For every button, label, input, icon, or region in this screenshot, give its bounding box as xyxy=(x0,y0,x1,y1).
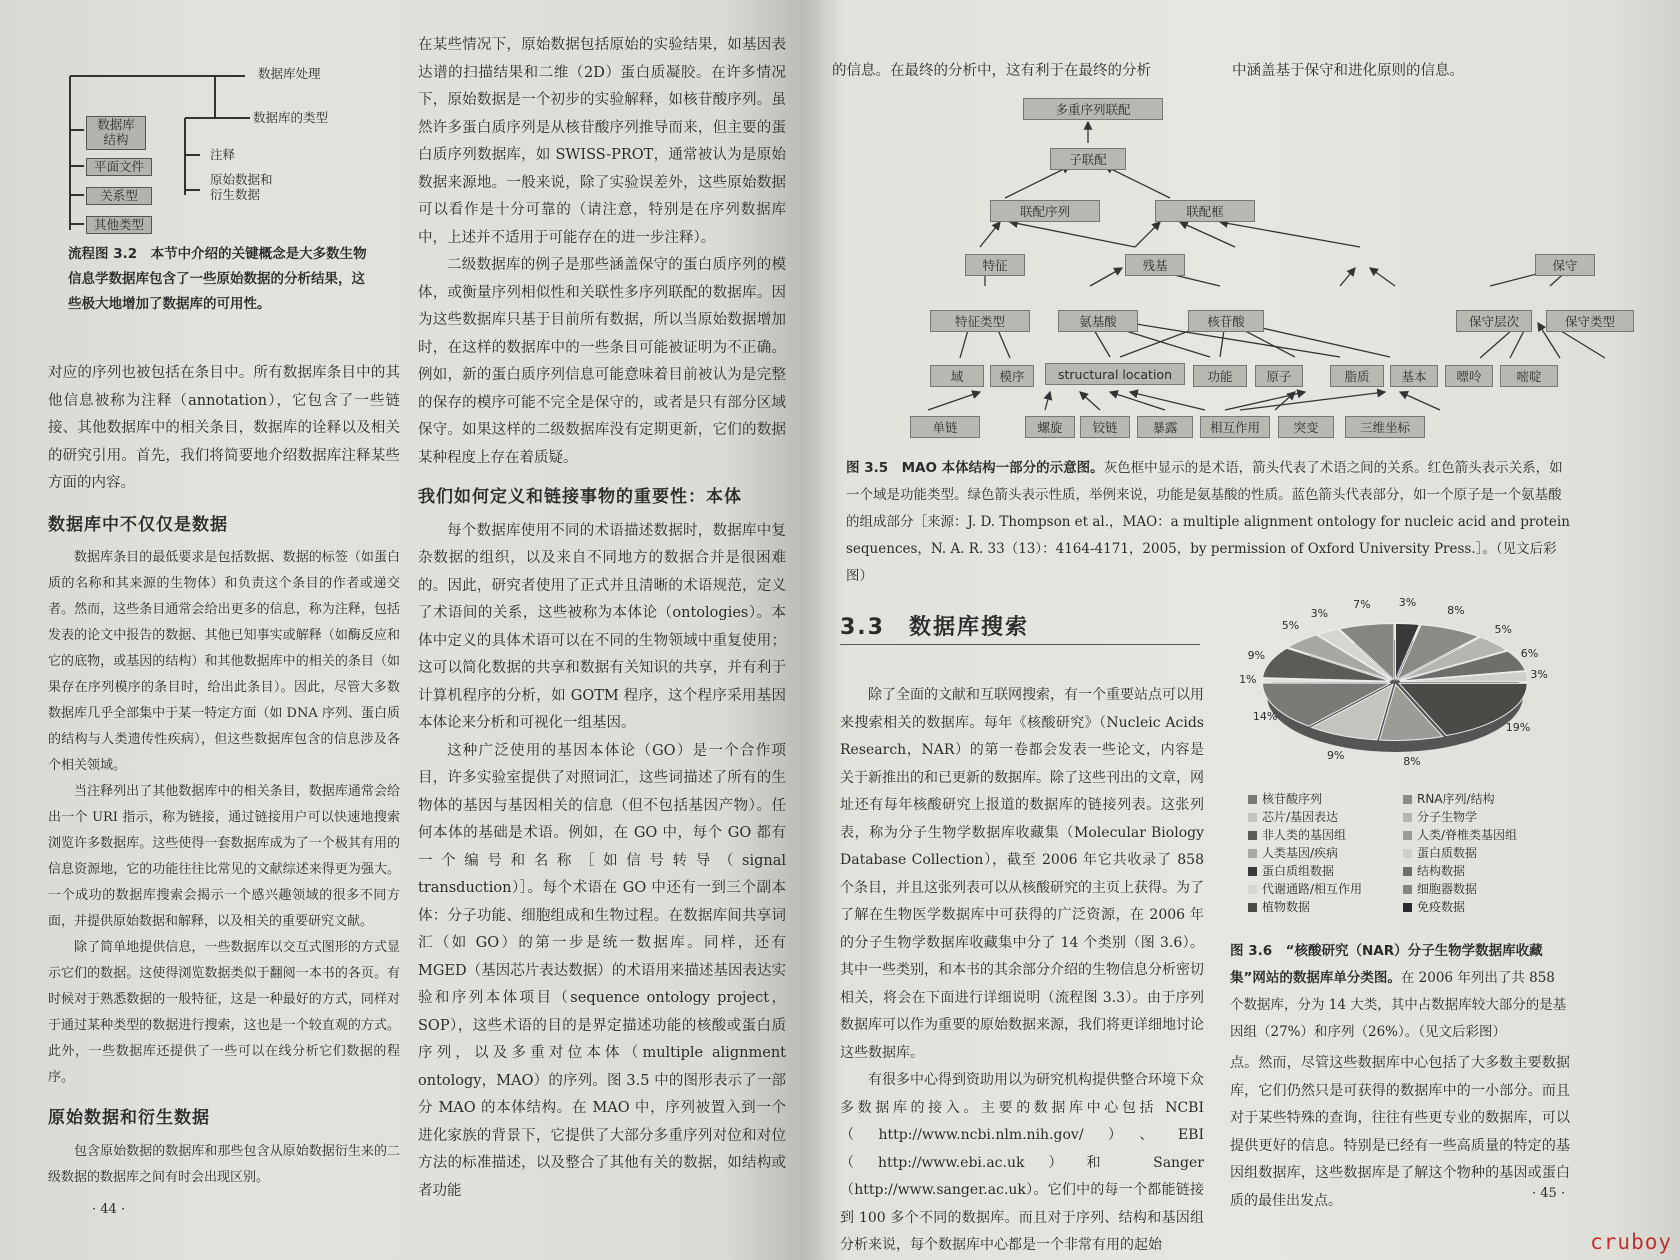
legend-item xyxy=(1248,826,1346,844)
node-feature-type: 特征类型 xyxy=(930,310,1030,332)
flow-annotation: 注释 xyxy=(210,147,236,162)
figure-3-6-caption xyxy=(1230,938,1570,1046)
left-column-1 xyxy=(48,360,400,1191)
paragraph: 除了全面的文献和互联网搜索，有一个重要站点可以用来搜索相关的数据库。每年《核酸研究》（Nucleic Acids Research，NAR）的第一卷都会发表一些论文，内容是关于新推出的和已更新的数据库。除了这些刊出的文章，网址还有每年核酸研究上报道的数据库的链接列表。这张列表，称为分子生物学数据库收藏集（Molecular Biology Database Collection），截至 2006 年它共收录了 858 个条目，并且这张列表可以从核酸研究的主页上获得。为了了解在生物医学数据库中可获得的广泛资源，在 2006 年的分子生物学数据库收藏集中分了 14 个类别（图 3.6）。其中一些类别，和本书的其余部分介绍的生物信息分析密切相关，将会在下面进行详细说明（流程图 3.3）。由于序列数据库可以作为重要的原始数据来源，我们将更详细地讨论这些数据库。 xyxy=(840,687,1204,1061)
legend-label: 蛋白质组数据 xyxy=(1262,864,1335,878)
section-title: 3.3 数据库搜索 xyxy=(840,615,1029,640)
figure-3-5-label: 图 3.5 MAO 本体结构一部分的示意图。 xyxy=(846,460,1104,476)
legend-item xyxy=(1248,898,1310,916)
legend-item xyxy=(1403,826,1517,844)
right-top-text-right: 中涵盖基于保守和进化原则的信息。 xyxy=(1232,63,1464,79)
legend-swatch xyxy=(1403,849,1412,858)
node-aliphatic: 脂质 xyxy=(1330,365,1384,387)
legend-label: 芯片/基因表达 xyxy=(1262,810,1339,824)
paragraph: 二级数据库的例子是那些涵盖保守的蛋白质序列的模体，或衡量序列相似性和关联性多序列联配的数据库。因为这些数据库只基于目前所有数据，所以当原始数据增加时，在这样的数据库中的一些条目可能被证明为不正确。例如，新的蛋白质序列信息可能意味着目前被认为是完整的保存的模序可能不完全是保守的，或者是只有部分区域保守。如果这样的二级数据库没有定期更新，它们的数据某种程度上存在着质疑。 xyxy=(418,257,786,466)
node-align-frame: 联配框 xyxy=(1155,200,1255,222)
pie-slice-label: 6% xyxy=(1520,646,1539,660)
node-feature: 特征 xyxy=(965,254,1025,276)
legend-item xyxy=(1248,844,1338,862)
flow-other: 其他类型 xyxy=(86,216,152,234)
node-coords-3d: 三维坐标 xyxy=(1345,416,1425,438)
paragraph: 点。然而，尽管这些数据库中心包括了大多数主要数据库，它们仍然只是可获得的数据库中的一小部分。而且对于某些特殊的查询，往往有些更专业的数据库，可以提供更好的信息。特别是已经有一些高质量的特定的基因组数据库，这些数据库是了解这个物种的基因或蛋白质的最佳出发点。 xyxy=(1230,1055,1570,1209)
page-number-right: · 45 · xyxy=(1532,1186,1566,1201)
node-hinge: 铰链 xyxy=(1080,416,1130,438)
legend-item xyxy=(1403,898,1465,916)
pie-slice-label: 8% xyxy=(1403,755,1421,769)
legend-swatch xyxy=(1403,885,1412,894)
node-exposed: 暴露 xyxy=(1137,416,1193,438)
legend-swatch xyxy=(1248,903,1257,912)
legend-label: 结构数据 xyxy=(1417,864,1466,878)
pie-slice-label: 19% xyxy=(1505,720,1531,734)
page-number-left: · 44 · xyxy=(92,1202,126,1217)
pie-slice-label: 3% xyxy=(1310,607,1329,621)
legend-label: 代谢通路/相互作用 xyxy=(1262,882,1363,896)
legend-item xyxy=(1248,880,1362,898)
figure-3-5-text: 灰色框中显示的是术语，箭头代表了术语之间的关系。红色箭头表示关系，如一个域是功能类型。绿色箭头表示性质，举例来说，功能是氨基酸的性质。蓝色箭头代表部分，如一个原子是一个氨基酸的组成部分［来源：J. D. Thompson et al.，MAO：a multiple alignment ontology for nucleic acid and protein sequences，N. A. R. 33（13）：4164-4171，2005，by permission of Oxford University Press.］。（见文后彩图） xyxy=(846,460,1570,584)
flow-raw: 原始数据和 衍生数据 xyxy=(210,172,273,202)
watermark: cruboy xyxy=(1590,1230,1672,1254)
paragraph: 这种广泛使用的基因本体论（GO）是一个合作项目，许多实验室提供了对照词汇，这些词描述了所有的生物体的基因与基因相关的信息（但不包括基因产物）。任何本体的基础是术语。例如，在 GO 中，每个 GO 都有一个编号和名称［如信号转导（signal transduction）］。每个术语在 GO 中还有一到三个副本体：分子功能、细胞组成和生物过程。在数据库间共享词汇（如 GO）的第一步是统一数据库。同样，还有 MGED（基因芯片表达数据）的术语用来描述基因表达实验和序列本体项目（sequence ontology project，SOP），这些术语的目的是界定描述功能的核酸或蛋白质序列，以及多重对位本体（multiple alignment ontology，MAO）的序列。图 3.5 中的图形表示了一部分 MAO 的本体结构。在 MAO 中，序列被置入到一个进化家族的背景下，它提供了大部分多重序列对位和对位方法的标准描述，以及整合了其他有关的数据，如结构或者功能 xyxy=(418,742,786,1199)
node-conserve-type: 保守类型 xyxy=(1546,310,1634,332)
node-pyrimidine: 嘧啶 xyxy=(1500,365,1558,387)
legend-label: RNA序列/结构 xyxy=(1417,792,1495,806)
flow-structure: 数据库 结构 xyxy=(86,116,146,150)
section-heading: 原始数据和衍生数据 xyxy=(48,1108,210,1128)
pie-slice-label: 5% xyxy=(1281,619,1300,633)
legend-label: 分子生物学 xyxy=(1417,810,1478,824)
legend-swatch xyxy=(1403,867,1412,876)
node-residue: 残基 xyxy=(1125,254,1185,276)
legend-swatch xyxy=(1248,885,1257,894)
node-sub-align: 子联配 xyxy=(1050,148,1126,170)
pie-slice-label: 5% xyxy=(1494,623,1512,637)
node-basic: 基本 xyxy=(1390,365,1438,387)
legend-swatch xyxy=(1248,831,1257,840)
pie-legend xyxy=(1248,790,1558,920)
figure-3-6-label: 图 3.6 “核酸研究（NAR）分子生物学数据库收藏集”网站的数据库单分类图。 xyxy=(1230,943,1543,986)
legend-swatch xyxy=(1403,831,1412,840)
legend-swatch xyxy=(1248,849,1257,858)
right-top-text-left: 的信息。在最终的分析中，这有利于在最终的分析 xyxy=(832,63,1151,79)
node-purine: 嘌呤 xyxy=(1445,365,1493,387)
flow-root: 数据库处理 xyxy=(258,66,321,81)
paragraph: 包含原始数据的数据库和那些包含从原始数据衍生来的二级数据的数据库之间有时会出现区别。 xyxy=(48,1143,400,1185)
left-column-2 xyxy=(418,32,786,1205)
node-conserve-level: 保守层次 xyxy=(1456,310,1532,332)
node-atom: 原子 xyxy=(1255,365,1303,387)
paragraph: 对应的序列也被包括在条目中。所有数据库条目中的其他信息被称为注释（annotation），它包含了一些链接、其他数据库中的相关条目，数据库的诠释以及相关的研究引用。首先，我们将简要地介绍数据库注释某些方面的内容。 xyxy=(48,365,400,491)
legend-label: 非人类的基因组 xyxy=(1262,828,1347,842)
node-helix: 螺旋 xyxy=(1025,416,1075,438)
flow-types: 数据库的类型 xyxy=(253,110,329,125)
legend-swatch xyxy=(1248,813,1257,822)
paragraph: 数据库条目的最低要求是包括数据、数据的标签（如蛋白质的名称和其来源的生物体）和负责这个条目的作者或递交者。然而，这些条目通常会给出更多的信息，称为注释，包括发表的论文中报告的数据、其他已知事实或解释（如酶反应和它的底物，或基因的结构）和其他数据库中的相关的条目（如果存在序列模序的条目时，给出此条目）。因此，尽管大多数数据库几乎全部集中于某一特定方面（如 DNA 序列、蛋白质的结构与人类遗传性疾病），但这些数据库包含的信息涉及各个相关领域。 xyxy=(48,550,400,773)
node-mutation: 突变 xyxy=(1278,416,1334,438)
pie-slice-label: 8% xyxy=(1447,603,1465,617)
paragraph: 有很多中心得到资助用以为研究机构提供整合环境下众多数据库的接入。主要的数据库中心包括 NCBI（http://www.ncbi.nlm.nih.gov/）、EBI（http://www.ebi.ac.uk）和 Sanger（http://www.sanger.ac.uk）。它们中的每一个都能链接到 100 多个不同的数据库。而且对于序列、结构和基因组分析来说，每个数据库中心都是一个非常有用的起始 xyxy=(840,1072,1204,1253)
pie-slice-label: 14% xyxy=(1252,710,1278,724)
section-rule xyxy=(840,644,1200,645)
node-interaction: 相互作用 xyxy=(1200,416,1270,438)
legend-label: 植物数据 xyxy=(1262,900,1311,914)
legend-item xyxy=(1403,880,1477,898)
paragraph: 在某些情况下，原始数据包括原始的实验结果，如基因表达谱的扫描结果和二维（2D）蛋白质凝胶。在许多情况下，原始数据是一个初步的实验解释，如核苷酸序列。虽然许多蛋白质序列是从核苷酸序列推导而来，但主要的蛋白质序列数据库，如 SWISS-PROT，通常被认为是原始数据来源地。一般来说，除了实验误差外，这些原始数据可以看作是十分可靠的（请注意，特别是在序列数据库中，上述并不适用于可能存在的进一步注释）。 xyxy=(418,37,786,246)
pie-slice-label: 9% xyxy=(1247,648,1266,662)
pie-slice-label: 3% xyxy=(1398,596,1417,610)
flow-relational: 关系型 xyxy=(86,187,152,205)
legend-swatch xyxy=(1403,903,1412,912)
paragraph: 当注释列出了其他数据库中的相关条目，数据库通常会给出一个 URI 指示，称为链接，通过链接用户可以快速地搜索浏览许多数据库。这些使得一套数据库成为了一个极其有用的信息资源地，它的功能往往比常见的文献综述来得更为强大。一个成功的数据库搜索会揭示一个感兴趣领域的很多不同方面，并提供原始数据和解释，以及相关的重要研究文献。 xyxy=(48,784,400,929)
right-lower-column xyxy=(1230,1050,1570,1215)
node-single-chain: 单链 xyxy=(910,416,980,438)
node-align-seq: 联配序列 xyxy=(990,200,1100,222)
node-structural-location: structural location xyxy=(1045,363,1185,385)
flowchart-caption: 流程图 3.2 本节中介绍的关键概念是大多数生物信息学数据库包含了一些原始数据的分析结果，这些极大地增加了数据库的可用性。 xyxy=(68,246,367,312)
legend-swatch xyxy=(1403,795,1412,804)
left-page xyxy=(0,0,800,1260)
pie-slice-label: 7% xyxy=(1353,597,1371,611)
legend-item xyxy=(1248,862,1334,880)
node-msa: 多重序列联配 xyxy=(1023,98,1163,120)
node-amino-acid: 氨基酸 xyxy=(1058,310,1138,332)
pie-slice-label: 3% xyxy=(1530,668,1548,682)
legend-label: 细胞器数据 xyxy=(1417,882,1478,896)
node-function: 功能 xyxy=(1193,365,1247,387)
legend-item xyxy=(1403,844,1477,862)
ontology-arrows xyxy=(800,0,1680,460)
legend-label: 核苷酸序列 xyxy=(1262,792,1323,806)
node-conserve: 保守 xyxy=(1535,254,1595,276)
section-heading: 数据库中不仅仅是数据 xyxy=(48,514,228,535)
legend-label: 蛋白质数据 xyxy=(1417,846,1478,860)
flow-flat: 平面文件 xyxy=(86,158,152,176)
paragraph: 每个数据库使用不同的术语描述数据时，数据库中复杂数据的组织，以及来自不同地方的数据合并是很困难的。因此，研究者使用了正式并且清晰的术语规范，定义了术语间的关系，这些被称为本体论（ontologies）。本体中定义的具体术语可以在不同的生物领域中重复使用；这可以简化数据的共享和数据有关知识的共享，并有利于计算机程序的分析，如 GOTM 程序，这个程序采用基因本体论来分析和可视化一组基因。 xyxy=(418,522,786,731)
pie-slice-label: 1% xyxy=(1239,673,1257,687)
paragraph: 除了简单地提供信息，一些数据库以交互式图形的方式显示它们的数据。这使得浏览数据类似于翻阅一本书的各页。有时候对于熟悉数据的一般特征，这是一种最好的方式，同样对于通过某种类型的数据进行搜索，这也是一个较直观的方式。此外，一些数据库还提供了一些可以在线分析它们数据的程序。 xyxy=(48,940,400,1085)
legend-item xyxy=(1248,808,1338,826)
legend-item xyxy=(1403,790,1495,808)
legend-swatch xyxy=(1248,867,1257,876)
legend-label: 免疫数据 xyxy=(1417,900,1466,914)
figure-3-5-caption xyxy=(846,455,1574,590)
figure-3-6-text: 在 2006 年列出了共 858 个数据库，分为 14 大类，其中占数据库较大部分的是基因组（27%）和序列（26%）。（见文后彩图） xyxy=(1230,970,1567,1040)
legend-swatch xyxy=(1403,813,1412,822)
node-domain: 域 xyxy=(930,365,984,387)
node-nucleotide: 核苷酸 xyxy=(1188,310,1264,332)
legend-label: 人类基因/疾病 xyxy=(1262,846,1339,860)
legend-item xyxy=(1403,808,1477,826)
right-page xyxy=(800,0,1680,1260)
node-motif: 模序 xyxy=(990,365,1034,387)
legend-item xyxy=(1248,790,1322,808)
right-main-column xyxy=(840,682,1204,1260)
legend-label: 人类/脊椎类基因组 xyxy=(1417,828,1518,842)
legend-item xyxy=(1403,862,1465,880)
pie-slice-label: 9% xyxy=(1327,749,1345,763)
section-heading: 我们如何定义和链接事物的重要性：本体 xyxy=(418,487,742,507)
legend-swatch xyxy=(1248,795,1257,804)
